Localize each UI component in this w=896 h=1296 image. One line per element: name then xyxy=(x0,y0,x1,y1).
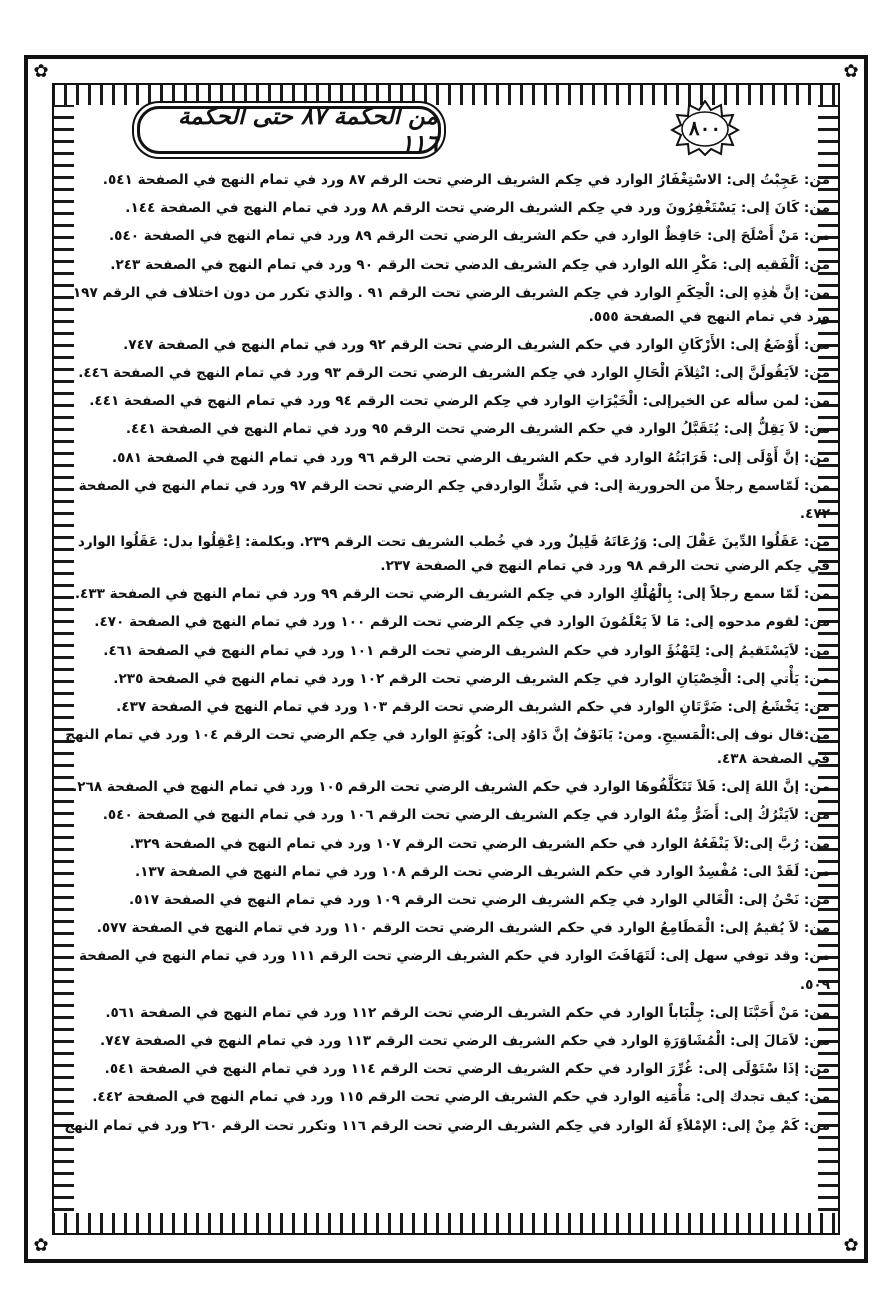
list-item: من: مَنْ أَصْلَحَ إلى: حَافِظٌ الوارد في حكم الشريف الرضي تحت الرقم ٨٩ ورد في تمام النهج في الصفحة ٥٤٠. xyxy=(108,228,830,245)
corner-ornament-icon: ✿ xyxy=(840,61,862,83)
page-title: من الحكمة ٨٧ حتى الحكمة ١١٦ xyxy=(177,103,438,157)
corner-ornament-icon: ✿ xyxy=(840,1235,862,1257)
list-item: من: لمن سأله عن الخيرإلى: الْخَيْرَاتِ الوارد في حِكم الرضي تحت الرقم ٩٤ ورد في تمام النهج في الصفحة ٤٤١. xyxy=(89,393,830,410)
corner-ornament-icon: ✿ xyxy=(30,1235,52,1257)
list-item: من: وقد توفي سهل إلى: لَتَهَافَتَ الوارد في حكم الشريف الرضي تحت الرقم ١١١ ورد في تمام النهج في الصفحة ٥٠٩. xyxy=(78,948,830,993)
list-item: من: إنَّ اللهَ إلى: فَلاَ تَتَكَلَّفُوهَا الوارد في حكم الشريف الرضي تحت الرقم ١٠٥ ورد في تمام النهج في الصفحة ٢٦٨. xyxy=(72,779,830,796)
list-item: من: كيف تجدك إلى: مَأْمَنِه الوارد في حكم الشريف الرضي تحت الرقم ١١٥ ورد في تمام النهج في الصفحة ٤٤٢. xyxy=(92,1089,830,1106)
list-item: من: لقوم مدحوه إلى: مَا لاَ يَعْلَمُونَ الوارد في حِكم الرضي تحت الرقم ١٠٠ ورد في تمام النهج في الصفحة ٤٧٠. xyxy=(94,614,830,631)
list-item: من: لاَيَتْرُكُ إلى: أَضَرُّ مِنْهُ الوارد في حِكم الشريف الرضي تحت الرقم ١٠٦ ورد في تمام النهج في الصفحة ٥٤٠. xyxy=(102,807,830,824)
list-item: من: رُبَّ إلى:لاَ يَنْفَعُهُ الوارد في حكم الشريف الرضي تحت الرقم ١٠٧ ورد في تمام النهج في الصفحة ٣٢٩. xyxy=(129,835,830,852)
list-item: من: يَأْتي إلى: الْخِصْيَانِ الوارد في حِكم الشريف الرضي تحت الرقم ١٠٢ ورد في تمام النهج في الصفحة ٢٣٥. xyxy=(113,670,830,687)
list-item: من: لَقَدْ الى: مُفْسِدٌ الوارد في حكم الشريف الرضي تحت الرقم ١٠٨ ورد في تمام النهج في الصفحة ١٣٧. xyxy=(134,863,830,880)
index-list xyxy=(62,166,830,1140)
title-cartouche xyxy=(137,103,441,157)
list-item: من: لَمّا سمع رجلاً إلى: بِالْهُلْكِ الوارد في حِكم الشريف الرضي تحت الرقم ٩٩ ورد في تمام النهج في الصفحة ٤٣٣. xyxy=(74,586,830,603)
list-item: من: عَجِبْتُ إلى: الاسْتِغْفَارُ الوارد في حِكم الشريف الرضي تحت الرقم ٨٧ ورد في تمام النهج في الصفحة ٥٤١. xyxy=(102,172,830,188)
list-item: من: اَلْفَقيه إلى: مَكْرِ الله الوارد في حِكم الشريف الدضي تحت الرقم ٩٠ ورد في تمام النهج في الصفحة ٢٤٣. xyxy=(110,256,830,273)
list-item: من: لَمّاسمع رجلاً من الحرورية إلى: في شَكٍّ الواردفي حِكم الرضي تحت الرقم ٩٧ ورد في تمام النهج في الصفحة ٤٧٢. xyxy=(78,477,830,523)
list-item: من: عَقَلُوا الدِّينَ عَقْلَ إلى: وَرُعَاتَهُ قَلِيلٌ ورد في خُطب الشريف تحت الرقم ٢٣٩. وبكلمة: اِعْقِلُوا بدل: عَقَلُوا الوارد في حِكم الرضي تحت الرقم ٩٨ ورد في تمام النهج في الصفحة ٢٣٧. xyxy=(77,534,830,575)
page-header xyxy=(0,100,896,160)
list-item: من: إنَّ أَوْلَى إلى: قَرَابَتُهُ الوارد في حكم الشريف الرضي تحت الرقم ٩٦ ورد في تمام النهج في الصفحة ٥٨١. xyxy=(112,449,830,466)
list-item: من:قال نوف إلى:الْمَسيحِ. ومن: يَانَوْفُ إنَّ دَاوُد إلى: كُوبَةٍ الوارد في حِكم الرضي تحت الرقم ١٠٤ ورد في تمام النهج في الصفحة ٤٣٨. xyxy=(65,727,830,768)
page-number-seal xyxy=(670,100,740,156)
list-item: من: كَانَ إلى: يَسْتَغْفِرُونَ ورد في حِكم الشريف الرضي تحت الرقم ٨٨ ورد في تمام النهج في الصفحة ١٤٤. xyxy=(125,200,830,217)
list-item: من: أَوْضَعُ إلى: الأَرْكَانِ الوارد في حكم الشريف الرضي تحت الرقم ٩٢ ورد في تمام النهج في الصفحة ٧٤٧. xyxy=(123,336,830,353)
list-item: من: إذَا سْتَوْلَى إلى: غُرِّرَ الوارد في حكم الشريف الرضي تحت الرقم ١١٤ ورد في تمام النهج في الصفحة ٥٤١. xyxy=(104,1061,830,1078)
list-item: من: كَمْ مِنْ إلى: الإمْلاَءِ لَهُ الوارد في حِكم الشريف الرضي تحت الرقم ١١٦ وتكرر تحت الرقم ٢٦٠ ورد في تمام النهج xyxy=(64,1117,830,1134)
page-number: ٨٠٠ xyxy=(688,116,722,140)
list-item: من: لاَمَالَ إلى: الْمُشَاوَرَةِ الوارد في حكم الشريف الرضي تحت الرقم ١١٣ ورد في تمام النهج في الصفحة ٧٤٧. xyxy=(100,1033,830,1050)
list-item: من: إنَّ هٰذِهِ إلى: الْحِكَمِ الوارد في حِكم الشريف الرضي تحت الرقم ٩١ . والذي تكرر من دون اختلاف في الرقم ١٩٧ ورد في تمام النهج في الصفحة ٥٥٥. xyxy=(72,284,830,325)
corner-ornament-icon: ✿ xyxy=(30,61,52,83)
list-item: من: لاَ يُقيمُ إلى: الْمَطَامِعُ الوارد في حكم الشريف الرضي تحت الرقم ١١٠ ورد في تمام النهج في الصفحة ٥٧٧. xyxy=(96,920,830,937)
list-item: من: لاَ يَقِلُّ إلى: يُتَقَبَّلُ الوارد في حكم الشريف الرضي تحت الرقم ٩٥ ورد في تمام النهج في الصفحة ٤٤١. xyxy=(125,421,830,438)
list-item: من: لاَيَقُولَنَّ إلى: انْثِلاَمَ الْحَالِ الوارد في حِكم الشريف الرضي تحت الرقم ٩٣ ورد في تمام النهج في الصفحة ٤٤٦. xyxy=(78,365,830,382)
list-item: من: نَحْنُ إلى: الْغَالي الوارد في حِكم الشريف الرضي تحت الرقم ١٠٩ ورد في تمام النهج في الصفحة ٥١٧. xyxy=(129,892,830,909)
list-item: من: لاَيَسْتَقيمُ إلى: لِتَهْنُؤَ الوارد في حكم الشريف الرضي تحت الرقم ١٠١ ورد في تمام النهج في الصفحة ٤٦١. xyxy=(103,642,830,659)
list-item: من: مَنْ أَحَبَّنَا إلى: جِلْبَاباً الوارد في حكم الشريف الرضي تحت الرقم ١١٢ ورد في تمام النهج في الصفحة ٥٦١. xyxy=(105,1004,830,1021)
list-item: من: يَخْشَعُ إلى: ضَرَّتَانِ الوارد في حكم الشريف الرضي تحت الرقم ١٠٣ ورد في تمام النهج في الصفحة ٤٣٧. xyxy=(116,699,830,716)
